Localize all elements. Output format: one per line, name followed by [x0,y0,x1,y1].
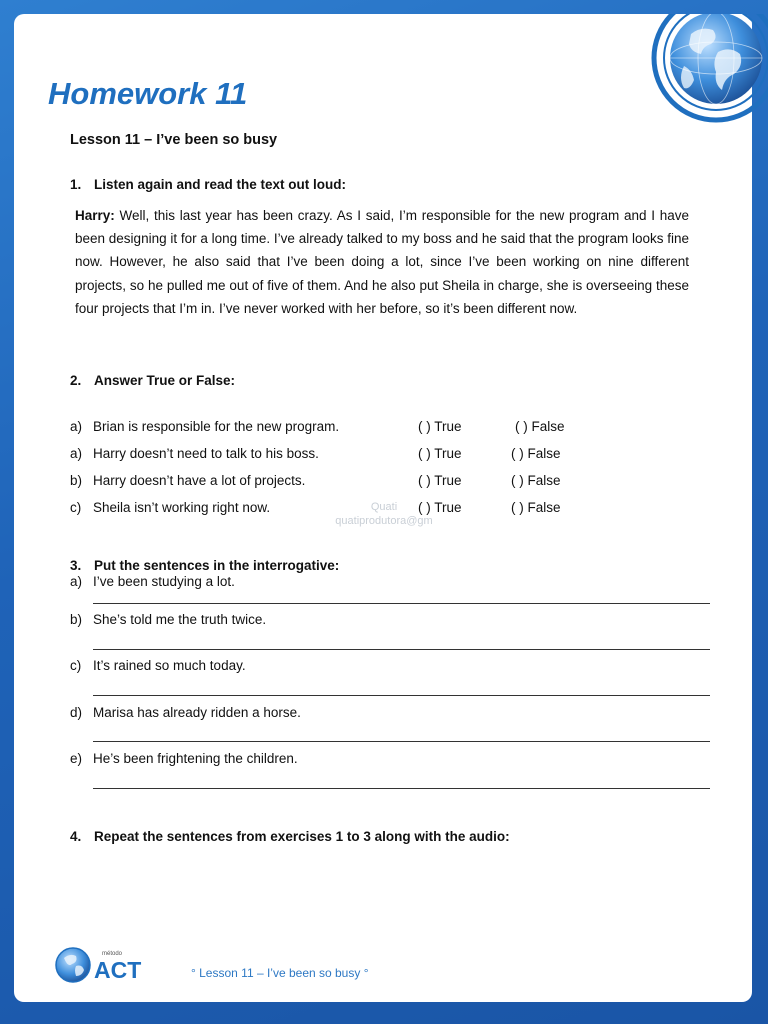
item-sentence: I’ve been studying a lot. [93,574,235,589]
worksheet-page [14,14,752,1002]
answer-line[interactable] [93,788,710,789]
speaker-name: Harry: [75,208,115,223]
watermark-line-2: quatiprodutora@gm [335,515,433,527]
interrogative-item [70,574,235,589]
exercise-3-heading [70,558,339,573]
interrogative-item [70,705,301,720]
true-option[interactable]: ( ) True [418,500,462,515]
answer-line[interactable] [93,741,710,742]
exercise-1-instruction: Listen again and read the text out loud: [94,177,347,192]
lesson-heading: Lesson 11 – I’ve been so busy [70,132,278,148]
exercise-4-number: 4. [70,829,82,844]
true-false-item [70,419,630,439]
item-sentence: He’s been frightening the children. [93,751,298,766]
globe-icon [636,14,768,140]
item-letter: e) [70,751,83,766]
item-sentence: She’s told me the truth twice. [93,612,267,627]
item-letter: a) [70,574,83,589]
exercise-2-number: 2. [70,373,82,388]
interrogative-item [70,658,246,673]
item-letter: c) [70,500,82,515]
item-letter: d) [70,705,83,720]
exercise-2-instruction: Answer True or False: [94,373,236,388]
logo-text: ACT [94,957,142,983]
exercise-3-number: 3. [70,558,82,573]
item-sentence: Marisa has already ridden a horse. [93,705,301,720]
item-statement: Harry doesn’t have a lot of projects. [93,473,306,488]
page-title: Homework 11 [48,76,248,111]
watermark [314,500,454,528]
exercise-3-instruction: Put the sentences in the interrogative: [94,558,340,573]
logo-small-text: método [102,951,123,957]
item-statement: Sheila isn’t working right now. [93,500,271,515]
exercise-1-number: 1. [70,177,82,192]
false-option[interactable]: ( ) False [511,446,561,461]
interrogative-item [70,751,298,766]
true-option[interactable]: ( ) True [418,446,462,461]
footer-lesson-text: ° Lesson 11 – I’ve been so busy ° [191,966,369,980]
exercise-4-heading [70,829,510,844]
item-letter: b) [70,612,83,627]
true-option[interactable]: ( ) True [418,473,462,488]
item-letter: b) [70,473,83,488]
exercise-4-instruction: Repeat the sentences from exercises 1 to 3 along with the audio: [94,829,510,844]
true-option[interactable]: ( ) True [418,419,462,434]
item-letter: c) [70,658,82,673]
answer-line[interactable] [93,649,710,650]
false-option[interactable]: ( ) False [515,419,565,434]
item-letter: a) [70,419,83,434]
interrogative-item [70,612,266,627]
true-false-item [70,473,630,493]
item-sentence: It’s rained so much today. [93,658,246,673]
answer-line[interactable] [93,695,710,696]
item-statement: Harry doesn’t need to talk to his boss. [93,446,319,461]
act-logo [54,944,164,984]
item-statement: Brian is responsible for the new program. [93,419,340,434]
exercise-1-heading [70,177,346,192]
answer-line[interactable] [93,603,710,604]
passage-text: Well, this last year has been crazy. As I said, I’m responsible for the new program and I have been designing it for a long time. I’ve already talked to my boss and he said that the program looks fine now. However, he also said that I’ve been doing a lot, since I’ve been working on nine different projects, so he pulled me out of five of them. And he also put Sheila in charge, she is overseeing these four projects that I’m in. I’ve never worked with her before, so it’s been different now. [75,208,689,316]
watermark-line-1: Quati [370,501,398,513]
exercise-2-heading [70,373,235,388]
false-option[interactable]: ( ) False [511,500,561,515]
item-letter: a) [70,446,83,461]
exercise-1-passage [75,204,689,320]
false-option[interactable]: ( ) False [511,473,561,488]
true-false-item [70,446,630,466]
